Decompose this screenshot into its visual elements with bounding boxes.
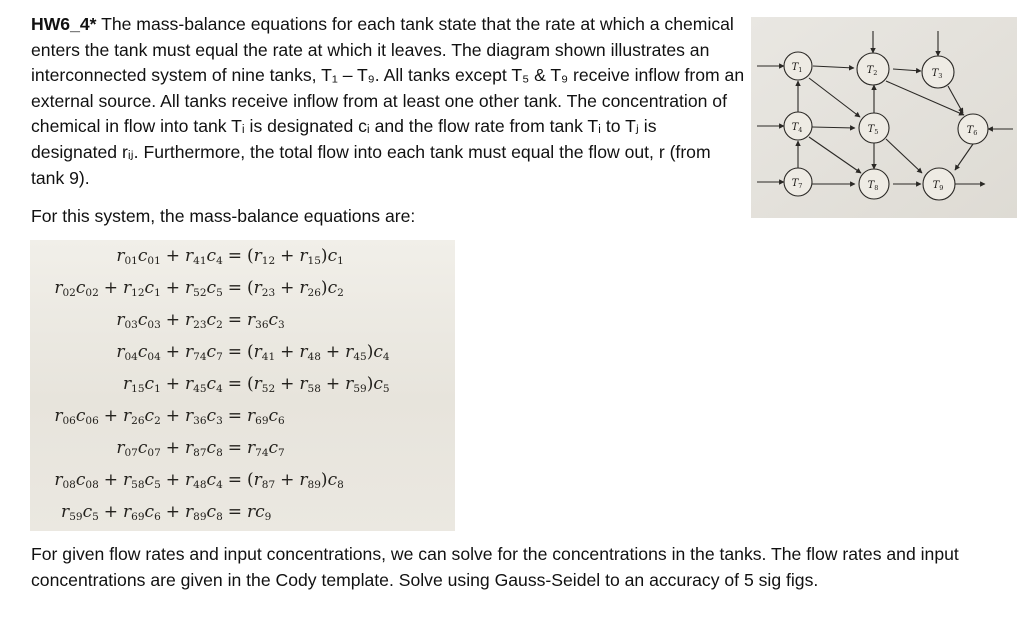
equation-rhs: $r_{69}c_6$	[247, 406, 285, 427]
equation-lhs: $r_{07}c_{07} + r_{87}c_8$ =	[116, 438, 242, 459]
equation-lhs: $r_{59}c_5 + r_{69}c_6 + r_{89}c_8$ =	[61, 502, 242, 523]
equation-rhs: $(r_{23} + r_{26})c_2$	[247, 278, 344, 299]
tank-label-t4: $T_4$	[791, 122, 803, 134]
problem-statement	[31, 12, 746, 191]
equation-rhs: $(r_{52} + r_{58} + r_{59})c_5$	[247, 374, 390, 395]
equation-lhs: $r_{03}c_{03} + r_{23}c_2$ =	[116, 310, 242, 331]
equation-rhs: $r_{74}c_7$	[247, 438, 285, 459]
equation-lhs: $r_{06}c_{06} + r_{26}c_2 + r_{36}c_3$ =	[54, 406, 242, 427]
equation-lhs: $r_{08}c_{08} + r_{58}c_5 + r_{48}c_4$ =	[54, 470, 242, 491]
tank-label-t2: $T_2$	[866, 65, 878, 77]
equation-rhs: $(r_{12} + r_{15})c_1$	[247, 246, 344, 267]
closing-instructions: For given flow rates and input concentrations, we can solve for the concentrations in the tanks. The flow rates and input concentrations are given in the Cody template. Solve using Gauss-Seidel to an accuracy of 5 sig figs.	[31, 544, 959, 590]
tank-label-t1: $T_1$	[791, 62, 803, 74]
equation-rhs: $r_{36}c_3$	[247, 310, 285, 331]
equation-lhs: $r_{02}c_{02} + r_{12}c_1 + r_{52}c_5$ =	[54, 278, 242, 299]
tank-label-t9: $T_9$	[932, 180, 944, 192]
problem-id: HW6_4*	[31, 14, 97, 34]
tank-label-t6: $T_6$	[966, 125, 978, 137]
equation-rhs: $(r_{87} + r_{89})c_8$	[247, 470, 344, 491]
equation-rhs: $rc_9$	[247, 502, 272, 523]
tank-label-t3: $T_3$	[931, 68, 943, 80]
equation-lhs: $r_{01}c_{01} + r_{41}c_4$ =	[116, 246, 242, 267]
equations-lead: For this system, the mass-balance equations are:	[31, 206, 416, 226]
mass-balance-equations	[30, 240, 455, 531]
tank-label-t7: $T_7$	[791, 178, 803, 190]
equation-lhs: $r_{15}c_1 + r_{45}c_4$ =	[123, 374, 242, 395]
equation-rhs: $(r_{41} + r_{48} + r_{45})c_4$	[247, 342, 390, 363]
equation-lhs: $r_{04}c_{04} + r_{74}c_7$ =	[116, 342, 242, 363]
tank-label-t8: $T_8$	[867, 180, 879, 192]
tank-network-diagram	[751, 17, 1017, 218]
tank-label-t5: $T_5$	[867, 124, 879, 136]
problem-intro-text: The mass-balance equations for each tank state that the rate at which a chemical enters the tank must equal the rate at which it leaves. The diagram shown illustrates an interconnected system of nine tanks, T₁ – T₉. All tanks except T₅ & T₉ receive inflow from an external source. All tanks receive inflow from at least one other tank. The concentration of chemical in flow into tank Tᵢ is designated cᵢ and the flow rate from tank Tᵢ to Tⱼ is designated rᵢⱼ. Furthermore, the total flow into each tank must equal the flow out, r (from tank 9).	[31, 14, 745, 188]
